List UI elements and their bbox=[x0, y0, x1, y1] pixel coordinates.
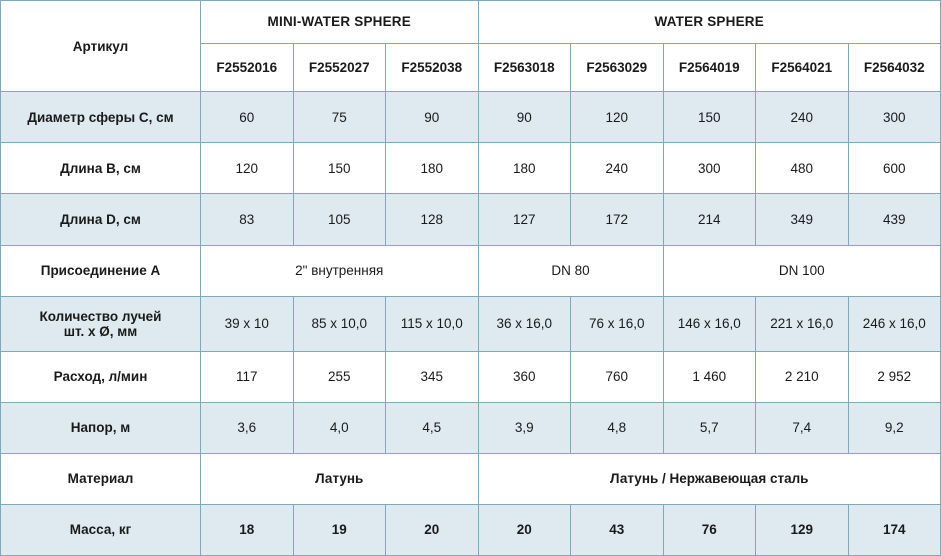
row-label-jets-count-line2: шт. x Ø, мм bbox=[63, 323, 138, 339]
cell-r0-c0: 60 bbox=[201, 92, 294, 143]
row-label-length-d: Длина D, см bbox=[1, 194, 201, 245]
cell-r6-c7: 9,2 bbox=[848, 402, 941, 453]
cell-r2-c4: 172 bbox=[571, 194, 664, 245]
cell-r8-c0: 18 bbox=[201, 504, 294, 555]
cell-r1-c4: 240 bbox=[571, 143, 664, 194]
cell-r0-c3: 90 bbox=[478, 92, 571, 143]
cell-r5-c7: 2 952 bbox=[848, 351, 941, 402]
table-row bbox=[1, 453, 941, 504]
cell-r7-merged-1: Латунь / Нержавеющая сталь bbox=[478, 453, 941, 504]
cell-r4-c4: 76 x 16,0 bbox=[571, 296, 664, 351]
product-code-1: F2552016 bbox=[201, 43, 294, 92]
group-header-mini-water-sphere: MINI-WATER SPHERE bbox=[201, 1, 479, 44]
table-row bbox=[1, 143, 941, 194]
cell-r3-merged-2: DN 100 bbox=[663, 245, 941, 296]
row-label-mass: Масса, кг bbox=[1, 504, 201, 555]
row-label-length-b: Длина B, см bbox=[1, 143, 201, 194]
cell-r8-c1: 19 bbox=[293, 504, 386, 555]
table-row bbox=[1, 402, 941, 453]
cell-r8-c6: 129 bbox=[756, 504, 849, 555]
cell-r4-c0: 39 x 10 bbox=[201, 296, 294, 351]
table-row bbox=[1, 194, 941, 245]
cell-r1-c2: 180 bbox=[386, 143, 479, 194]
cell-r5-c4: 760 bbox=[571, 351, 664, 402]
product-code-6: F2564019 bbox=[663, 43, 756, 92]
cell-r4-c3: 36 x 16,0 bbox=[478, 296, 571, 351]
cell-r1-c5: 300 bbox=[663, 143, 756, 194]
product-code-4: F2563018 bbox=[478, 43, 571, 92]
product-code-3: F2552038 bbox=[386, 43, 479, 92]
cell-r8-c5: 76 bbox=[663, 504, 756, 555]
cell-r8-c4: 43 bbox=[571, 504, 664, 555]
cell-r2-c5: 214 bbox=[663, 194, 756, 245]
cell-r5-c5: 1 460 bbox=[663, 351, 756, 402]
cell-r3-merged-1: DN 80 bbox=[478, 245, 663, 296]
cell-r2-c3: 127 bbox=[478, 194, 571, 245]
cell-r8-c7: 174 bbox=[848, 504, 941, 555]
cell-r2-c7: 439 bbox=[848, 194, 941, 245]
cell-r6-c6: 7,4 bbox=[756, 402, 849, 453]
row-label-sphere-diameter: Диаметр сферы C, см bbox=[1, 92, 201, 143]
cell-r7-merged-0: Латунь bbox=[201, 453, 479, 504]
cell-r5-c0: 117 bbox=[201, 351, 294, 402]
header-article-label: Артикул bbox=[1, 1, 201, 92]
cell-r1-c1: 150 bbox=[293, 143, 386, 194]
cell-r8-c2: 20 bbox=[386, 504, 479, 555]
cell-r3-merged-0: 2" внутренняя bbox=[201, 245, 479, 296]
cell-r6-c0: 3,6 bbox=[201, 402, 294, 453]
table-row bbox=[1, 351, 941, 402]
table-row bbox=[1, 504, 941, 555]
cell-r5-c6: 2 210 bbox=[756, 351, 849, 402]
cell-r2-c6: 349 bbox=[756, 194, 849, 245]
table-header-group-row bbox=[1, 1, 941, 44]
cell-r4-c5: 146 x 16,0 bbox=[663, 296, 756, 351]
product-code-2: F2552027 bbox=[293, 43, 386, 92]
cell-r1-c7: 600 bbox=[848, 143, 941, 194]
cell-r6-c3: 3,9 bbox=[478, 402, 571, 453]
cell-r2-c1: 105 bbox=[293, 194, 386, 245]
cell-r8-c3: 20 bbox=[478, 504, 571, 555]
cell-r0-c7: 300 bbox=[848, 92, 941, 143]
cell-r6-c1: 4,0 bbox=[293, 402, 386, 453]
cell-r1-c3: 180 bbox=[478, 143, 571, 194]
table-row bbox=[1, 245, 941, 296]
cell-r1-c6: 480 bbox=[756, 143, 849, 194]
product-code-8: F2564032 bbox=[848, 43, 941, 92]
cell-r0-c6: 240 bbox=[756, 92, 849, 143]
row-label-connection-a: Присоединение A bbox=[1, 245, 201, 296]
row-label-jets-count-line1: Количество лучей bbox=[39, 308, 162, 324]
product-code-7: F2564021 bbox=[756, 43, 849, 92]
cell-r4-c7: 246 x 16,0 bbox=[848, 296, 941, 351]
row-label-jets-count bbox=[1, 296, 201, 351]
group-header-water-sphere: WATER SPHERE bbox=[478, 1, 941, 44]
row-label-material: Материал bbox=[1, 453, 201, 504]
cell-r0-c4: 120 bbox=[571, 92, 664, 143]
product-code-5: F2563029 bbox=[571, 43, 664, 92]
row-label-flow-rate: Расход, л/мин bbox=[1, 351, 201, 402]
cell-r6-c5: 5,7 bbox=[663, 402, 756, 453]
cell-r5-c2: 345 bbox=[386, 351, 479, 402]
cell-r6-c2: 4,5 bbox=[386, 402, 479, 453]
cell-r0-c1: 75 bbox=[293, 92, 386, 143]
row-label-head-pressure: Напор, м bbox=[1, 402, 201, 453]
cell-r5-c3: 360 bbox=[478, 351, 571, 402]
cell-r0-c5: 150 bbox=[663, 92, 756, 143]
cell-r4-c1: 85 x 10,0 bbox=[293, 296, 386, 351]
cell-r0-c2: 90 bbox=[386, 92, 479, 143]
cell-r2-c0: 83 bbox=[201, 194, 294, 245]
table-row bbox=[1, 296, 941, 351]
cell-r5-c1: 255 bbox=[293, 351, 386, 402]
cell-r1-c0: 120 bbox=[201, 143, 294, 194]
table-row bbox=[1, 92, 941, 143]
cell-r2-c2: 128 bbox=[386, 194, 479, 245]
cell-r4-c6: 221 x 16,0 bbox=[756, 296, 849, 351]
cell-r6-c4: 4,8 bbox=[571, 402, 664, 453]
cell-r4-c2: 115 x 10,0 bbox=[386, 296, 479, 351]
